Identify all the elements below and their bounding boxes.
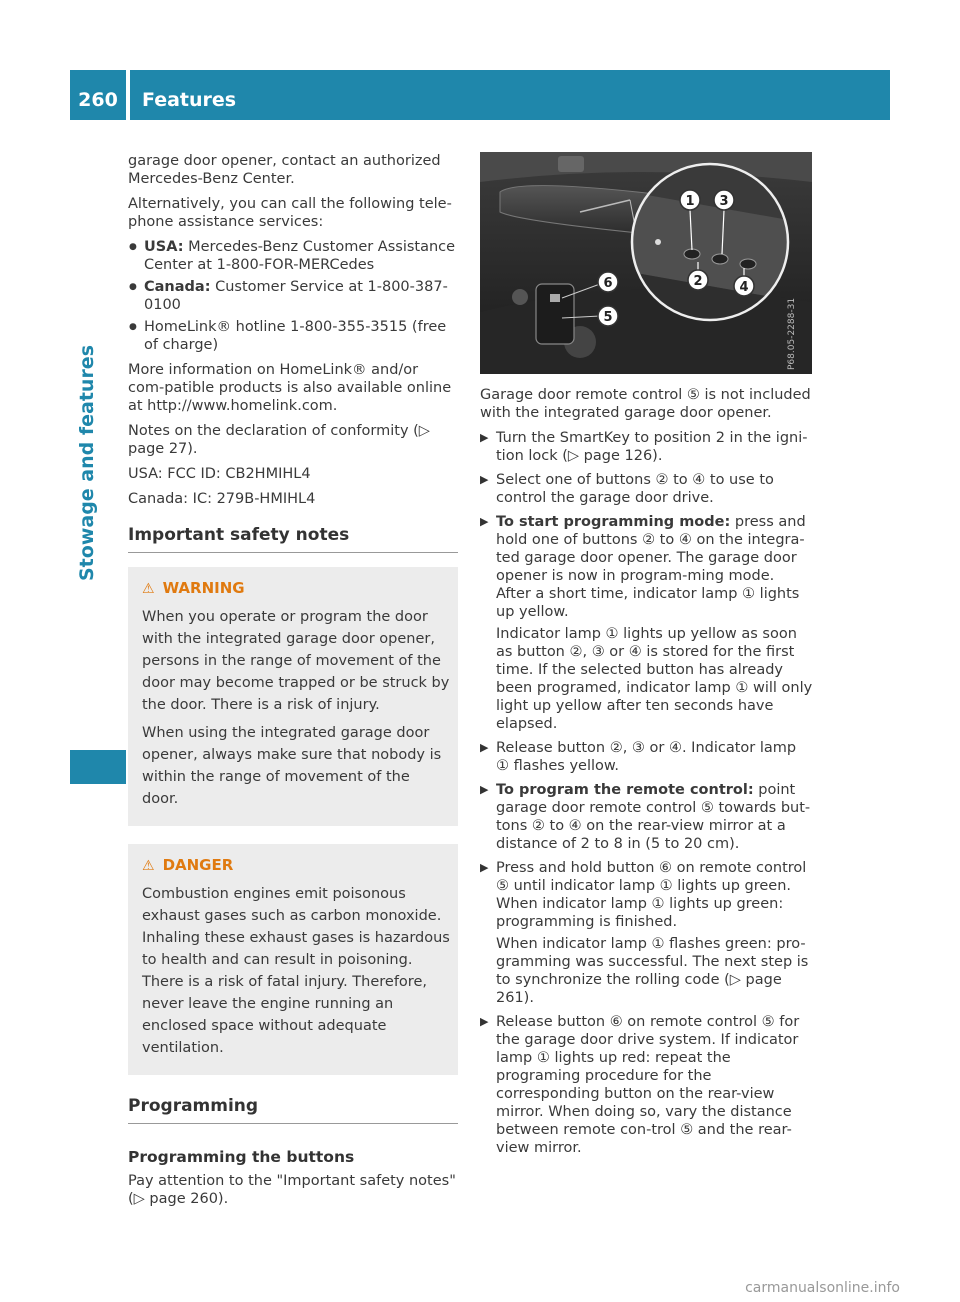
right-column xyxy=(480,386,813,1163)
danger-box xyxy=(128,844,458,1075)
section-heading-safety: Important safety notes xyxy=(128,526,458,553)
step-text: Release button ②, ③ or ④. Indicator lamp ① flashes yellow. xyxy=(496,740,797,774)
step-arrow-icon: ▶ xyxy=(480,1015,489,1028)
step-text xyxy=(496,781,813,853)
chapter-title: Features xyxy=(142,89,237,111)
callout-4: 4 xyxy=(739,280,749,295)
section-tab-marker xyxy=(70,750,126,784)
section-label: Stowage and features xyxy=(76,344,98,581)
callout-1: 1 xyxy=(685,194,695,209)
warning-text: When you operate or program the door with the integrated garage door opener, persons in the range of movement of the door may become trapped or be struck by the door. There is a risk of injury. xyxy=(142,609,450,713)
paragraph: Garage door remote control ⑤ is not included with the integrated garage door opener. xyxy=(480,387,811,421)
step-arrow-icon: ▶ xyxy=(480,861,489,874)
warning-box xyxy=(128,567,458,826)
paragraph: Alternatively, you can call the following tele-phone assistance services: xyxy=(128,196,452,230)
paragraph: More information on HomeLink® and/or com-patible products is also available online at http://www.homelink.com. xyxy=(128,362,452,414)
warning-title-text: WARNING xyxy=(162,579,245,597)
callout-2: 2 xyxy=(693,274,703,289)
step-text: Turn the SmartKey to position 2 in the igni-tion lock (▷ page 126). xyxy=(496,430,808,464)
paragraph: garage door opener, contact an authorized Mercedes-Benz Center. xyxy=(128,153,441,187)
paragraph: Canada: IC: 279B-HMIHL4 xyxy=(128,491,316,507)
instruction-step xyxy=(480,471,813,507)
step-arrow-icon: ▶ xyxy=(480,741,489,754)
step-label: To start programming mode: xyxy=(496,514,731,530)
step-label: To program the remote control: xyxy=(496,782,754,798)
watermark: carmanualsonline.info xyxy=(745,1280,900,1296)
figure-illustration xyxy=(480,152,812,374)
instruction-step xyxy=(480,859,813,1007)
step-text: Select one of buttons ② to ④ to use to control the garage door drive. xyxy=(496,472,774,506)
section-side-tab xyxy=(70,121,126,750)
step-text: Indicator lamp ① lights up yellow as soon as button ②, ③ or ④ is stored for the first time. If the selected button has already been programed, indicator lamp ① will only light up yellow after ten seconds have elapsed. xyxy=(496,626,813,732)
step-arrow-icon: ▶ xyxy=(480,473,489,486)
list-item-text: HomeLink® hotline 1-800-355-3515 (free of charge) xyxy=(144,319,447,353)
mirror-remote-figure xyxy=(480,152,812,374)
callout-3: 3 xyxy=(719,194,729,209)
paragraph: Notes on the declaration of conformity (▷ page 27). xyxy=(128,423,430,457)
step-body: point garage door remote control ⑤ towards but-tons ② to ④ on the rear-view mirror at a distance of 2 to 8 in (5 to 20 cm). xyxy=(496,782,811,852)
list-item xyxy=(128,278,458,314)
instruction-step xyxy=(480,1013,813,1157)
warning-title xyxy=(142,577,450,600)
subsection-heading: Programming the buttons xyxy=(128,1148,355,1166)
list-item xyxy=(128,238,458,274)
list-item-label: Canada: xyxy=(144,279,211,295)
step-arrow-icon: ▶ xyxy=(480,431,489,444)
header-divider xyxy=(126,70,130,120)
danger-title-text: DANGER xyxy=(162,856,234,874)
warning-triangle-icon: ⚠ xyxy=(142,858,155,874)
instruction-step xyxy=(480,781,813,853)
list-item-text: Mercedes-Benz Customer Assistance Center at 1-800-FOR-MERCedes xyxy=(144,239,456,273)
warning-triangle-icon: ⚠ xyxy=(142,581,155,597)
step-body: press and hold one of buttons ② to ④ on the integra-ted garage door opener. The garage door opener is now in program-ming mode. After a short time, indicator lamp ① lights up yellow. xyxy=(496,514,806,620)
step-text: Release button ⑥ on remote control ⑤ for the garage door drive system. If indicator lamp ① lights up red: repeat the programing procedure for the corresponding button on the rear-view mirror. When doing so, vary the distance between remote con-trol ⑤ and the rear-view mirror. xyxy=(496,1014,800,1156)
page-header xyxy=(70,70,890,120)
figure-code: P68.05-2288-31 xyxy=(787,297,797,370)
warning-text: When using the integrated garage door opener, always make sure that nobody is within the range of movement of the door. xyxy=(142,725,442,807)
danger-text: Combustion engines emit poisonous exhaust gases such as carbon monoxide. Inhaling these exhaust gases is hazardous to health and can result in poisoning. There is a risk of fatal injury. Therefore, never leave the engine running an enclosed space without adequate ventilation. xyxy=(142,886,450,1056)
instruction-step xyxy=(480,739,813,775)
paragraph: Pay attention to the "Important safety notes" (▷ page 260). xyxy=(128,1173,456,1207)
step-arrow-icon: ▶ xyxy=(480,515,489,528)
callout-6: 6 xyxy=(603,276,613,291)
step-text xyxy=(496,513,813,621)
section-heading-programming: Programming xyxy=(128,1097,458,1124)
page-number: 260 xyxy=(78,89,118,111)
list-item xyxy=(128,318,458,354)
instruction-step xyxy=(480,429,813,465)
list-item-text: Customer Service at 1-800-387-0100 xyxy=(144,279,448,313)
step-arrow-icon: ▶ xyxy=(480,783,489,796)
paragraph: USA: FCC ID: CB2HMIHL4 xyxy=(128,466,311,482)
instruction-step xyxy=(480,513,813,733)
danger-title xyxy=(142,854,450,877)
list-item-label: USA: xyxy=(144,239,184,255)
left-column xyxy=(128,152,458,1215)
callout-5: 5 xyxy=(603,310,613,325)
step-text: Press and hold button ⑥ on remote control ⑤ until indicator lamp ① lights up green. When indicator lamp ① lights up green: programming is finished. xyxy=(496,860,807,930)
assistance-list xyxy=(128,238,458,354)
step-text: When indicator lamp ① flashes green: pro-gramming was successful. The next step is to synchronize the rolling code (▷ page 261). xyxy=(496,936,809,1006)
